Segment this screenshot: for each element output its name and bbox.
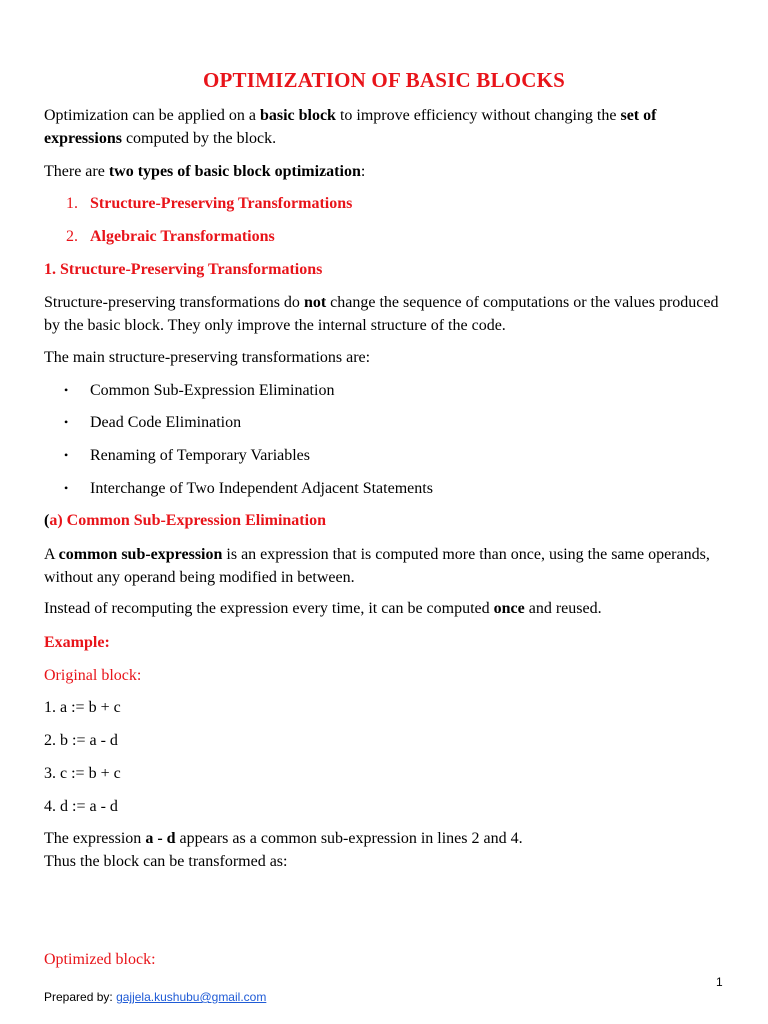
desc-text: change the sequence of computations or the values produced by the basic block. They only improve the internal structure of the code. bbox=[44, 294, 719, 334]
list-item-label: Interchange of Two Independent Adjacent Statements bbox=[90, 480, 433, 497]
intro-bold-set-of-expressions: set of expressions bbox=[44, 107, 657, 147]
code-line: 3. c := b + c bbox=[44, 765, 121, 782]
list-item bbox=[64, 379, 334, 402]
reuse-paragraph bbox=[44, 597, 734, 620]
intro-text: computed by the block. bbox=[121, 130, 277, 147]
list-number: 1. bbox=[66, 195, 78, 212]
explain-text: The expression bbox=[44, 830, 146, 847]
code-line: 2. b := a - d bbox=[44, 732, 118, 749]
reuse-bold-once: once bbox=[493, 600, 525, 617]
bullet-icon: • bbox=[64, 383, 69, 397]
type-list-item bbox=[66, 192, 352, 215]
list-number: 2. bbox=[66, 228, 78, 245]
page-number: 1 bbox=[716, 975, 723, 989]
types-text: There are bbox=[44, 163, 109, 180]
code-line: 1. a := b + c bbox=[44, 699, 121, 716]
document-title: OPTIMIZATION OF BASIC BLOCKS bbox=[202, 68, 566, 92]
section1-description bbox=[44, 291, 734, 337]
definition-paragraph bbox=[44, 543, 734, 589]
example-label: Example: bbox=[44, 634, 110, 651]
intro-paragraph bbox=[44, 104, 734, 150]
optimized-block-label: Optimized block: bbox=[44, 951, 156, 968]
reuse-text: and reused. bbox=[524, 600, 602, 617]
subsection-paren: ( bbox=[44, 512, 50, 529]
types-paragraph bbox=[44, 160, 734, 183]
footer-email-link[interactable]: gajjela.kushubu@gmail.com bbox=[116, 990, 267, 1004]
section-heading: 1. Structure-Preserving Transformations bbox=[44, 261, 323, 278]
intro-text: Optimization can be applied on a bbox=[44, 107, 260, 124]
types-text: : bbox=[360, 163, 366, 180]
bullet-icon: • bbox=[64, 481, 69, 495]
subsection-heading-text: a) Common Sub-Expression Elimination bbox=[49, 512, 326, 529]
footer-label: Prepared by: bbox=[44, 990, 113, 1004]
list-item-label: Dead Code Elimination bbox=[90, 414, 242, 431]
def-bold: common sub-expression bbox=[58, 546, 223, 563]
def-text: is an expression that is computed more than once, using the same operands, without any operand being modified in between. bbox=[44, 546, 710, 586]
subsection-heading bbox=[44, 509, 734, 532]
types-bold: two types of basic block optimization bbox=[108, 163, 361, 180]
footer bbox=[44, 989, 266, 1005]
explain-bold-expression: a - d bbox=[145, 830, 176, 847]
desc-bold-not: not bbox=[303, 294, 327, 311]
list-item-label: Common Sub-Expression Elimination bbox=[90, 382, 335, 399]
explain-text-line2: Thus the block can be transformed as: bbox=[44, 853, 288, 870]
intro-text: to improve efficiency without changing the bbox=[335, 107, 621, 124]
original-block-label: Original block: bbox=[44, 667, 142, 684]
def-text: A bbox=[44, 546, 59, 563]
code-line: 4. d := a - d bbox=[44, 798, 118, 815]
type-list-item bbox=[66, 225, 275, 248]
list-item bbox=[64, 444, 310, 467]
type-list-label: Algebraic Transformations bbox=[90, 228, 275, 245]
desc-text: Structure-preserving transformations do bbox=[44, 294, 304, 311]
list-item bbox=[64, 477, 433, 500]
reuse-text: Instead of recomputing the expression every time, it can be computed bbox=[44, 600, 494, 617]
explanation-paragraph bbox=[44, 827, 734, 873]
list-item-label: Renaming of Temporary Variables bbox=[90, 447, 311, 464]
bullet-icon: • bbox=[64, 415, 69, 429]
intro-bold-basic-block: basic block bbox=[259, 107, 336, 124]
bullet-icon: • bbox=[64, 448, 69, 462]
list-intro: The main structure-preserving transformations are: bbox=[44, 349, 371, 366]
explain-text: appears as a common sub-expression in lines 2 and 4. bbox=[175, 830, 523, 847]
list-item bbox=[64, 411, 241, 434]
type-list-label: Structure-Preserving Transformations bbox=[90, 195, 353, 212]
